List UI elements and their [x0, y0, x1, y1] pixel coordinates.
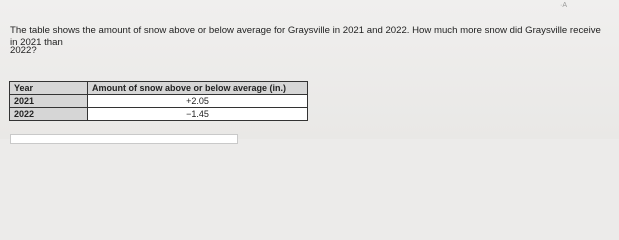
header-year: Year — [10, 82, 88, 95]
header-amount: Amount of snow above or below average (in.) — [88, 82, 308, 95]
question-text — [10, 25, 610, 56]
row-amount: −1.45 — [88, 108, 308, 121]
question-line-2: 2022? — [10, 45, 37, 56]
table-header-row — [10, 82, 308, 95]
snow-table — [9, 81, 308, 121]
row-year: 2022 — [10, 108, 88, 121]
row-year: 2021 — [10, 95, 88, 108]
question-line-1: The table shows the amount of snow above or below average for Graysville in 2021 and 2022. How much more snow did Graysville receive in 2021 than — [10, 25, 601, 48]
corner-mark: ·A — [560, 2, 567, 9]
table-row — [10, 108, 308, 121]
answer-input[interactable] — [10, 134, 238, 144]
row-amount: +2.05 — [88, 95, 308, 108]
table-row — [10, 95, 308, 108]
